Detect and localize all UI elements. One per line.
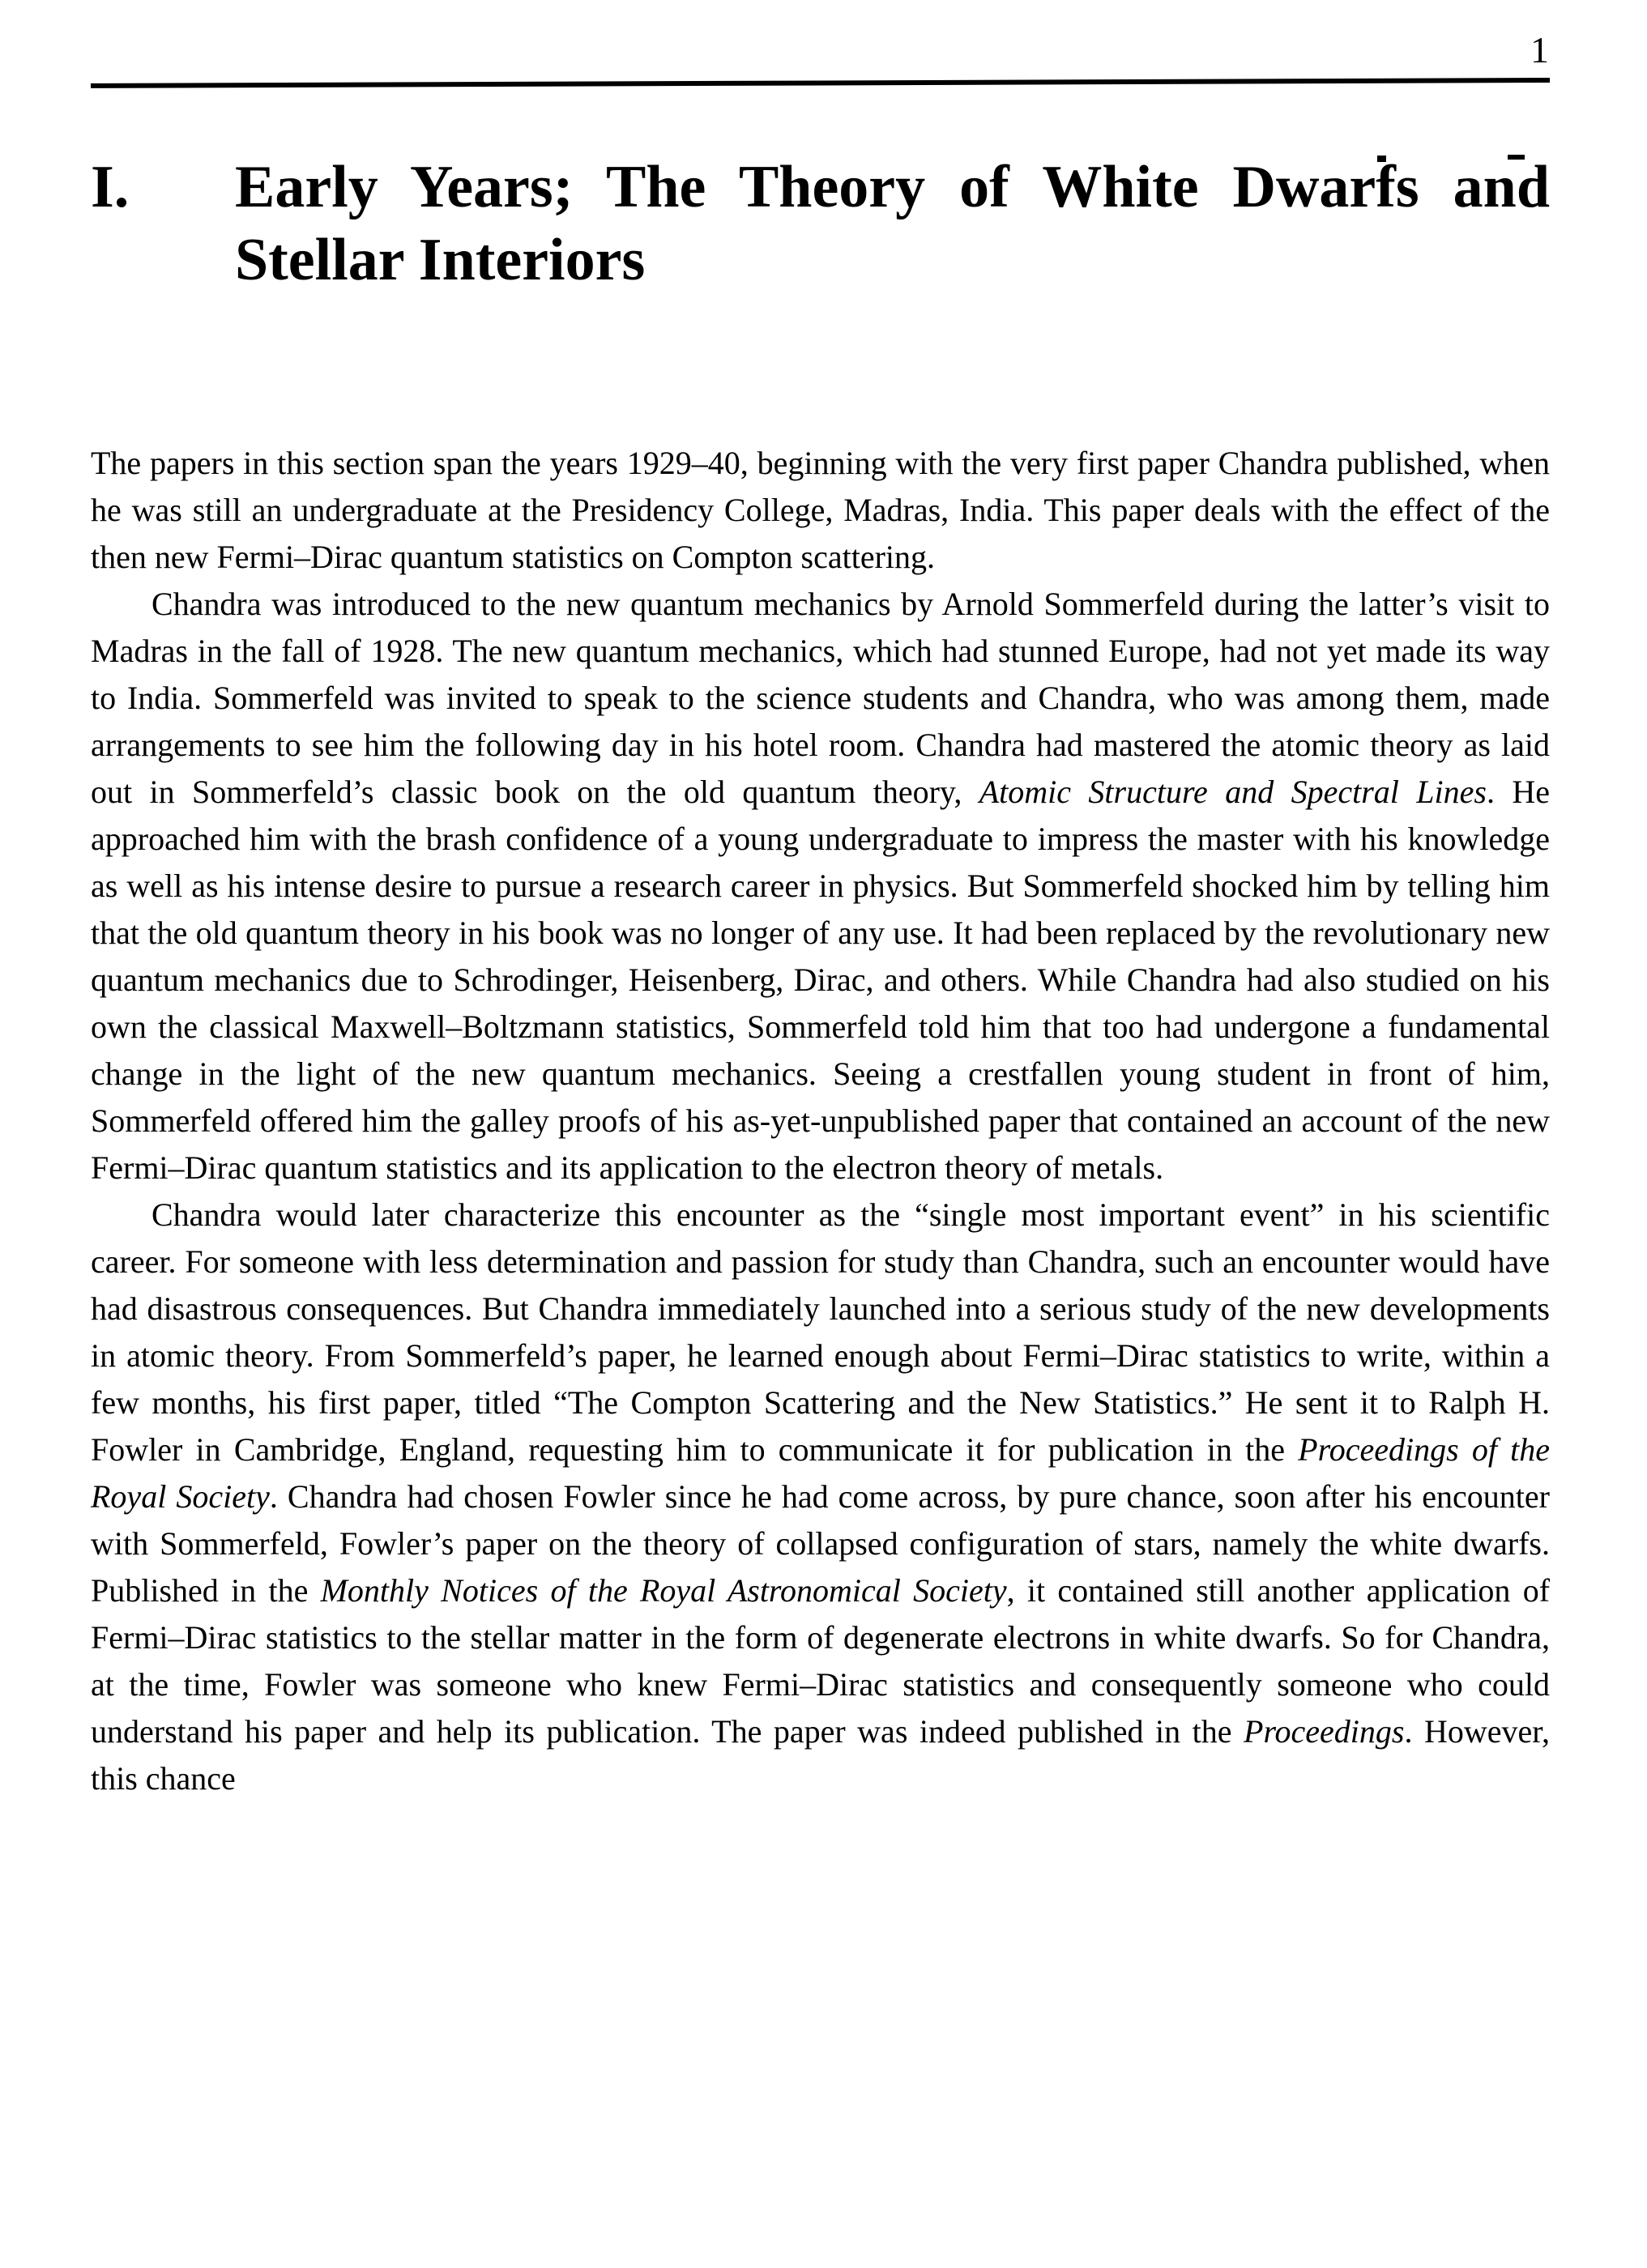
text-run: . Chandra had chosen Fowler since he had come across, by pure chance, soon after his encounter with Sommerfeld, Fowler’s paper on the theory of collapsed configuration of stars, namely the white dwarfs. Published in the [91, 1478, 1550, 1609]
chapter-numeral: I. [91, 154, 130, 220]
body-paragraph [91, 440, 1550, 581]
text-run: , it contained still another application of Fermi–Dirac statistics to the stellar matter in the form of degenerate electrons in white dwarfs. So for Chandra, at the time, Fowler was someone who knew Fermi–Dirac statistics and consequently someone who could understand his paper and help its publication. The paper was indeed published in the [91, 1572, 1551, 1750]
chapter-heading [91, 151, 1550, 296]
text-run: . However, this chance [91, 1713, 1550, 1797]
body-paragraph [91, 581, 1550, 1192]
text-run: . He approached him with the brash confidence of a young undergraduate to impress the master with his knowledge as well as his intense desire to pursue a research career in physics. But Sommerfeld shocked him by telling him that the old quantum theory in his book was no longer of any use. It had been replaced by the revolutionary new quantum mechanics due to Schrodinger, Heisenberg, Dirac, and others. While Chandra had also studied on his own the classical Maxwell–Boltzmann statistics, Sommerfeld told him that too had undergone a fundamental change in the light of the new quantum mechanics. Seeing a crestfallen young student in front of him, Sommerfeld offered him the galley proofs of his as-yet-unpublished paper that contained an account of the new Fermi–Dirac quantum statistics and its application to the electron theory of metals. [91, 774, 1551, 1186]
italic-text-run: Monthly Notices of the Royal Astronomical Society [320, 1572, 1007, 1609]
text-run: Chandra would later characterize this encounter as the “single most important event” in his scientific career. For someone with less determination and passion for study than Chandra, such an encounter would have had disastrous consequences. But Chandra immediately launched into a serious study of the new developments in atomic theory. From Sommerfeld’s paper, he learned enough about Fermi–Dirac statistics to write, within a few months, his first paper, titled “The Compton Scattering and the New Statistics.” He sent it to Ralph H. Fowler in Cambridge, England, requesting him to communicate it for publication in the [91, 1196, 1550, 1468]
text-run: Chandra was introduced to the new quantum mechanics by Arnold Sommerfeld during the latter’s visit to Madras in the fall of 1928. The new quantum mechanics, which had stunned Europe, had not yet made its way to India. Sommerfeld was invited to speak to the science students and Chandra, who was among them, made arrangements to see him the following day in his hotel room. Chandra had mastered the atomic theory as laid out in Sommerfeld’s classic book on the old quantum theory, [91, 586, 1550, 810]
page-number: 1 [1530, 29, 1550, 70]
text-run: The papers in this section span the years 1929–40, beginning with the very first paper Chandra published, when he was still an undergraduate at the Presidency College, Madras, India. This paper deals with the effect of the then new Fermi–Dirac quantum statistics on Compton scattering. [91, 445, 1550, 575]
chapter-title-line: Early Years; The Theory of White Dwarfs and [235, 154, 1550, 220]
italic-text-run: Proceedings of the Royal Society [91, 1431, 1550, 1515]
chapter-title-line: Stellar Interiors [235, 227, 646, 293]
body-paragraph [91, 1192, 1550, 1802]
header-rule [91, 78, 1550, 88]
italic-text-run: Atomic Structure and Spectral Lines [979, 774, 1487, 810]
body-text [91, 440, 1550, 1802]
chapter-title [235, 151, 1550, 296]
italic-text-run: Proceedings [1244, 1713, 1405, 1750]
